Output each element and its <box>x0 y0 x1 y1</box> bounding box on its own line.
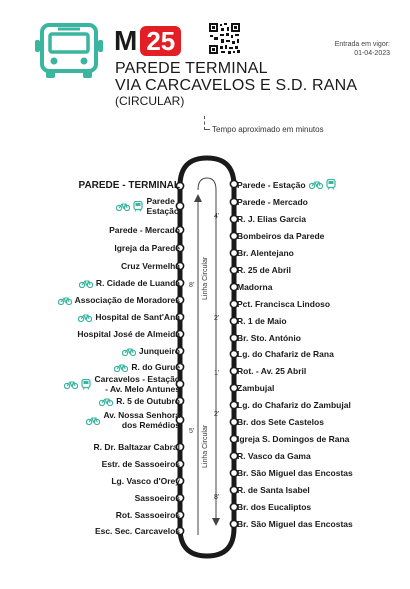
stop-label <box>75 295 180 305</box>
right-stop[interactable] <box>237 282 272 292</box>
stop-label <box>103 410 180 430</box>
stop-label-line1: Hospital José de Almeida <box>77 329 180 339</box>
stop-label-line1: Hospital de Sant'Ana <box>95 312 180 322</box>
stop-label <box>102 459 180 469</box>
stop-label-line1: Junqueiro <box>138 346 180 356</box>
left-stop[interactable] <box>122 346 180 356</box>
route-loop <box>180 158 234 556</box>
stop-label-line1: R. do Gurué <box>131 362 180 372</box>
stop-label-line1: Lg. Vasco d'Orey <box>111 476 180 486</box>
left-stop[interactable] <box>102 459 180 469</box>
loop-label-upper: Linha Circular <box>202 256 209 300</box>
left-stop[interactable] <box>78 312 180 322</box>
right-stop[interactable] <box>237 248 294 258</box>
left-stop[interactable] <box>64 374 180 394</box>
stop-label: Br. Sto. António <box>237 333 301 343</box>
stop-label-line1: Parede - <box>146 196 180 206</box>
stop-label-line1: Associação de Moradores <box>74 295 180 305</box>
right-stop[interactable] <box>237 349 334 359</box>
stop-label <box>96 278 180 288</box>
route-letter: M <box>114 25 138 56</box>
right-stop[interactable] <box>237 366 306 376</box>
stop-label: Igreja S. Domingos de Rana <box>237 434 350 444</box>
bicycle-icon <box>99 397 113 406</box>
stop-label: R. 25 de Abril <box>237 265 292 275</box>
travel-time-marker: 1' <box>214 370 220 377</box>
stop-label: Parede - Mercado <box>237 197 308 207</box>
right-stop[interactable] <box>237 434 349 444</box>
right-stop[interactable] <box>237 299 330 309</box>
bicycle-icon <box>79 279 93 288</box>
left-stop[interactable] <box>86 410 180 430</box>
stop-label <box>135 493 180 503</box>
bicycle-icon <box>116 202 130 211</box>
right-stop[interactable] <box>237 383 274 393</box>
stop-label: Bombeiros da Parede <box>237 231 325 241</box>
stop-label <box>95 312 180 322</box>
stop-label-line1: Igreja da Parede <box>114 243 180 253</box>
stop-label-line1: Carcavelos - Estação <box>94 374 180 384</box>
stop-label-line2: - Av. Melo Antunes <box>105 384 180 394</box>
left-stop[interactable] <box>135 493 180 503</box>
stop-label <box>95 526 180 536</box>
stop-label-line1: Rot. Sassoeiros <box>115 510 180 520</box>
effective-date-value: 01-04-2023 <box>354 50 390 57</box>
inner-loop-arrow <box>198 178 216 520</box>
stop-label <box>146 196 180 216</box>
travel-time-marker: 8' <box>214 494 220 501</box>
stop-label: Br. São Miguel das Encostas <box>237 468 353 478</box>
loop-label-lower: Linha Circular <box>202 424 209 468</box>
stop-label: Br. Alentejano <box>237 248 294 258</box>
stop-label <box>131 362 180 372</box>
route-title-line2: VIA CARCAVELOS E S.D. RANA <box>115 77 358 94</box>
left-stop[interactable] <box>58 295 180 305</box>
right-stop[interactable] <box>237 231 324 241</box>
bicycle-icon <box>64 380 78 389</box>
stop-label-line1: Cruz Vermelha <box>120 261 180 271</box>
stop-label <box>94 374 180 394</box>
stop-label: Br. São Miguel das Encostas <box>237 519 353 529</box>
travel-time-marker: 4' <box>214 213 220 220</box>
stop-label-line1: PAREDE - TERMINAL <box>78 180 180 191</box>
arrow-down-icon <box>212 518 220 526</box>
left-stop[interactable] <box>116 196 180 216</box>
effective-label: Entrada em vigor: <box>334 41 390 48</box>
stop-label <box>114 243 180 253</box>
right-stop[interactable] <box>237 197 308 207</box>
left-stop[interactable] <box>111 476 180 486</box>
right-stop[interactable] <box>237 451 311 461</box>
train-icon <box>81 379 91 390</box>
stop-label <box>111 476 180 486</box>
bicycle-icon <box>78 313 92 322</box>
arrow-up-icon <box>194 194 202 202</box>
stop-label: R. J. Elias Garcia <box>237 214 306 224</box>
stop-label-line2: dos Remédios <box>121 420 180 430</box>
stop-label <box>79 181 180 191</box>
stop-label <box>109 225 180 235</box>
stop-label: Lg. do Chafariz do Zambujal <box>237 400 351 410</box>
right-stop[interactable] <box>237 519 353 529</box>
train-icon <box>133 201 143 212</box>
right-stop[interactable] <box>237 214 306 224</box>
stop-label: Pct. Francisca Lindoso <box>237 299 331 309</box>
stop-label: Zambujal <box>237 383 275 393</box>
right-stop[interactable] <box>237 417 324 427</box>
stop-label: Br. dos Sete Castelos <box>237 417 324 427</box>
train-icon <box>326 179 336 190</box>
stop-label <box>116 396 180 406</box>
left-stop[interactable] <box>77 329 180 339</box>
stop-label: Parede - Estação <box>237 179 306 190</box>
right-stop[interactable] <box>237 265 291 275</box>
stop-label: Br. dos Eucaliptos <box>237 502 312 512</box>
right-stop[interactable] <box>237 468 353 478</box>
stop-label: R. Vasco da Gama <box>237 451 311 461</box>
left-stop[interactable] <box>121 261 180 271</box>
left-stop[interactable] <box>79 278 180 288</box>
left-stop[interactable] <box>116 510 180 520</box>
stop-label: Lg. do Chafariz de Rana <box>237 349 334 359</box>
left-stop[interactable] <box>94 442 180 452</box>
stop-label-line1: Av. Nossa Senhora <box>103 410 180 420</box>
travel-time-marker: 2' <box>214 315 220 322</box>
stop-label <box>116 510 180 520</box>
stop-label-line1: R. 5 de Outubro <box>116 396 180 406</box>
stop-label-line1: Estr. de Sassoeiros <box>101 459 180 469</box>
left-stop[interactable] <box>95 526 180 536</box>
stop-label <box>94 442 180 452</box>
stop-label-line1: Esc. Sec. Carcavelos <box>94 526 180 536</box>
travel-time-marker: 5' <box>189 428 195 435</box>
stop-label-line1: Parede - Mercado <box>109 225 180 235</box>
bicycle-icon <box>86 416 100 425</box>
stop-label: Madorna <box>237 282 273 292</box>
right-stop[interactable] <box>237 400 351 410</box>
route-title-line3: (CIRCULAR) <box>115 94 185 108</box>
left-stop[interactable] <box>79 181 180 191</box>
stop-label-line1: R. Cidade de Luanda <box>95 278 180 288</box>
left-stop[interactable] <box>99 396 180 406</box>
travel-time-marker: 2' <box>214 411 220 418</box>
stop-label <box>121 261 180 271</box>
stop-label-line2: Estação <box>146 206 180 216</box>
stop-label: R. de Santa Isabel <box>237 485 310 495</box>
left-stop[interactable] <box>114 243 180 253</box>
stop-label <box>139 346 180 356</box>
stop-label: R. 1 de Maio <box>237 316 287 326</box>
left-stop[interactable] <box>109 225 180 235</box>
right-stop[interactable] <box>237 502 311 512</box>
bicycle-icon <box>122 347 136 356</box>
stop-label: Rot. - Av. 25 Abril <box>237 366 307 376</box>
stop-label-line1: Sassoeiros <box>134 493 180 503</box>
right-stop[interactable] <box>237 316 287 326</box>
bicycle-icon <box>58 296 72 305</box>
right-stop[interactable] <box>237 333 301 343</box>
route-number: 25 <box>140 26 181 56</box>
travel-time-marker: 8' <box>189 282 195 289</box>
right-stop[interactable] <box>237 179 336 190</box>
right-stop[interactable] <box>237 485 310 495</box>
bicycle-icon <box>114 363 128 372</box>
route-title-line1: PAREDE TERMINAL <box>115 60 268 77</box>
left-stop[interactable] <box>114 362 180 372</box>
bicycle-icon <box>309 180 323 189</box>
stop-label-line1: R. Dr. Baltazar Cabral <box>93 442 180 452</box>
time-note: Tempo aproximado em minutos <box>212 125 324 134</box>
stop-label <box>77 329 180 339</box>
